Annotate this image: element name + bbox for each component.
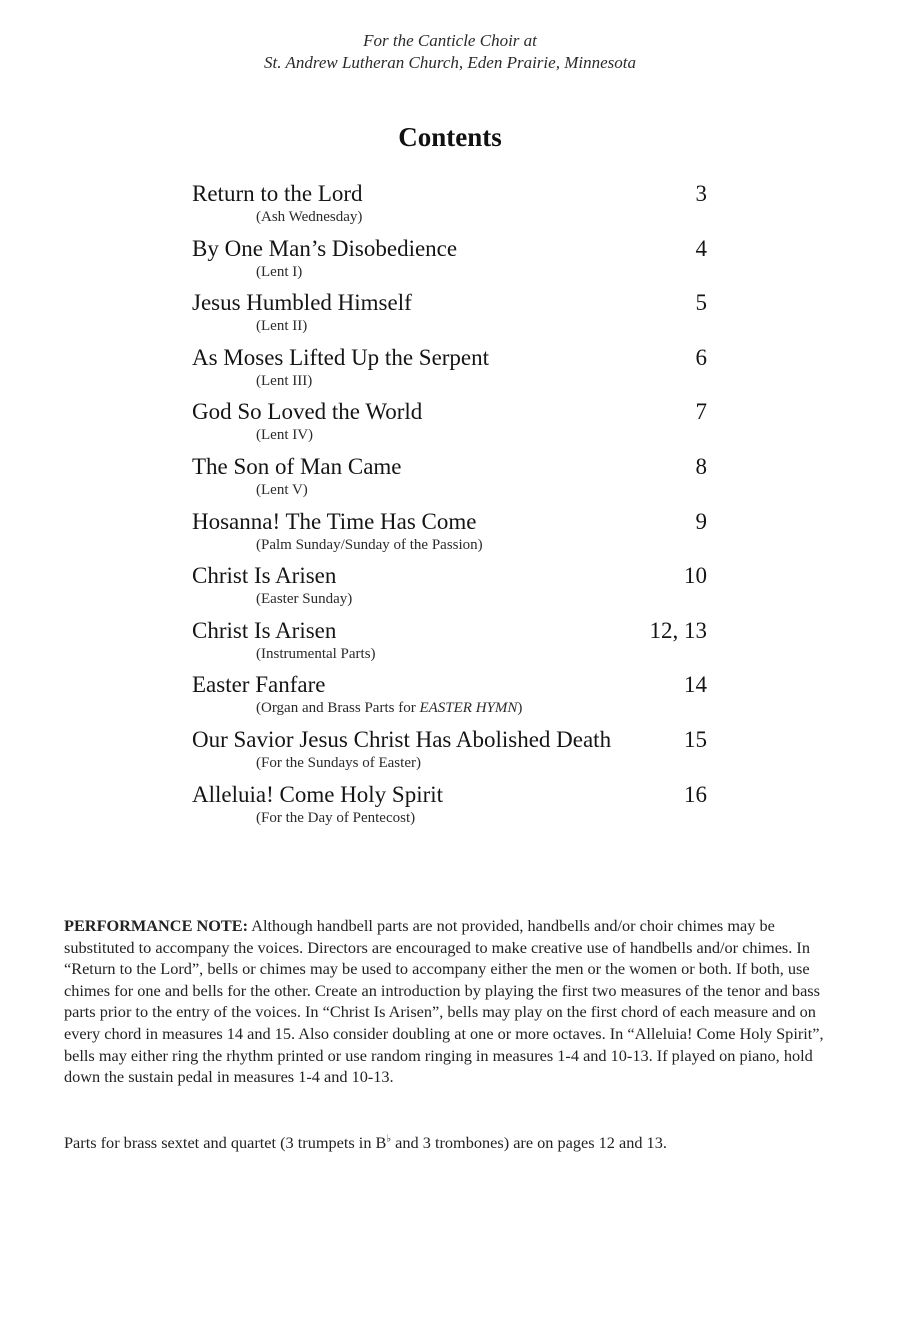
occasion-prefix: (Organ and Brass Parts for bbox=[256, 700, 420, 717]
toc-entry-return-to-the-lord[interactable] bbox=[192, 180, 707, 235]
toc-entry-the-son-of-man-came[interactable] bbox=[192, 453, 707, 508]
toc-entry-page[interactable]: 16 bbox=[684, 781, 707, 807]
toc-entry-page[interactable]: 8 bbox=[695, 453, 707, 479]
toc-entry-our-savior-jesus-christ[interactable] bbox=[192, 726, 707, 781]
occasion-hymn-name: EASTER HYMN bbox=[419, 700, 518, 717]
toc-entry-page[interactable]: 12, 13 bbox=[649, 617, 707, 643]
dedication-line-1: For the Canticle Choir at bbox=[363, 31, 537, 50]
toc-entry-title[interactable]: God So Loved the World bbox=[192, 399, 423, 425]
toc-entry-page[interactable]: 3 bbox=[695, 181, 707, 206]
brass-parts-text-start: Parts for brass sextet and quartet (3 trumpets in B bbox=[64, 1133, 387, 1152]
occasion-suffix: ) bbox=[517, 700, 523, 717]
toc-entry-occasion: (Palm Sunday/Sunday of the Passion) bbox=[256, 536, 483, 553]
toc-entry-occasion: (Instrumental Parts) bbox=[256, 645, 376, 662]
toc-entry-page[interactable]: 7 bbox=[695, 399, 707, 425]
toc-entry-title[interactable]: Easter Fanfare bbox=[192, 672, 326, 698]
toc-entry-title[interactable]: Christ Is Arisen bbox=[192, 563, 337, 589]
toc-entry-occasion: (Lent V) bbox=[256, 481, 308, 498]
toc-entry-title[interactable]: Return to the Lord bbox=[192, 181, 363, 206]
toc-entry-title[interactable]: Alleluia! Come Holy Spirit bbox=[192, 781, 444, 807]
toc-entry-page[interactable]: 5 bbox=[695, 290, 707, 316]
toc-entry-title[interactable]: By One Man’s Disobedience bbox=[192, 235, 458, 261]
toc-entry-title[interactable]: Jesus Humbled Himself bbox=[192, 290, 412, 316]
dedication bbox=[0, 30, 900, 74]
toc-entry-as-moses-lifted-up-the-serpent[interactable] bbox=[192, 344, 707, 399]
toc-entry-page[interactable]: 10 bbox=[684, 563, 707, 589]
toc-entry-occasion: (Ash Wednesday) bbox=[256, 209, 363, 225]
toc-entry-occasion: (Lent IV) bbox=[256, 427, 314, 444]
toc-entry-by-one-mans-disobedience[interactable] bbox=[192, 235, 707, 290]
toc-entry-title[interactable]: Hosanna! The Time Has Come bbox=[192, 508, 477, 534]
toc-entry-occasion: (For the Day of Pentecost) bbox=[256, 809, 416, 826]
brass-parts-text-end: and 3 trombones) are on pages 12 and 13. bbox=[391, 1133, 667, 1152]
toc-entry-christ-is-arisen-instrumental[interactable] bbox=[192, 617, 707, 672]
toc-entry-page[interactable]: 14 bbox=[684, 672, 707, 698]
table-of-contents bbox=[192, 180, 707, 835]
page-title: Contents bbox=[398, 122, 502, 152]
toc-entry-god-so-loved-the-world[interactable] bbox=[192, 398, 707, 453]
toc-entry-occasion: (Lent I) bbox=[256, 263, 303, 280]
toc-entry-occasion: (Lent II) bbox=[256, 318, 308, 335]
performance-note-text: Although handbell parts are not provided, handbells and/or choir chimes may be substituted to accompany the voices. Directors are encouraged to make creative use of handbells and/or chimes. In “Return to the Lord”, bells or chimes may be used to accompany either the men or the women or both. If both, use chimes for one and bells for the other. Create an introduction by playing the first two measures of the tenor and bass parts prior to the entry of the voices. In “Christ Is Arisen”, bells may play on the first chord of each measure and on every chord in measures 14 and 15. Also consider doubling at one or more octaves. In “Alleluia! Come Holy Spirit”, bells may either ring the rhythm printed or use random ringing in measures 1-4 and 10-13. If played on piano, hold down the sustain pedal in measures 1-4 and 10-13. bbox=[64, 916, 824, 1087]
toc-entry-page[interactable]: 15 bbox=[684, 726, 707, 752]
toc-entry-occasion: (Lent III) bbox=[256, 372, 313, 389]
performance-note bbox=[64, 915, 829, 1088]
toc-entry-page[interactable]: 6 bbox=[695, 344, 707, 370]
toc-entry-title[interactable]: Our Savior Jesus Christ Has Abolished Death bbox=[192, 726, 612, 752]
toc-entry-occasion bbox=[256, 699, 522, 717]
performance-note-label: PERFORMANCE NOTE: bbox=[64, 916, 249, 935]
dedication-line-2: St. Andrew Lutheran Church, Eden Prairie, Minnesota bbox=[264, 53, 636, 72]
toc-entry-title[interactable]: The Son of Man Came bbox=[192, 453, 402, 479]
toc-entry-occasion: (Easter Sunday) bbox=[256, 591, 353, 608]
toc-entry-christ-is-arisen[interactable] bbox=[192, 562, 707, 617]
toc-entry-hosanna-the-time-has-come[interactable] bbox=[192, 508, 707, 563]
toc-entry-page[interactable]: 4 bbox=[695, 235, 707, 261]
toc-entry-title[interactable]: Christ Is Arisen bbox=[192, 617, 337, 643]
toc-entry-title[interactable]: As Moses Lifted Up the Serpent bbox=[192, 344, 490, 370]
toc-entry-page[interactable]: 9 bbox=[695, 508, 707, 534]
toc-entry-easter-fanfare[interactable] bbox=[192, 671, 707, 726]
toc-entry-occasion: (For the Sundays of Easter) bbox=[256, 754, 421, 771]
flat-symbol: ♭ bbox=[386, 1133, 392, 1145]
brass-parts-note bbox=[64, 1132, 844, 1154]
toc-entry-jesus-humbled-himself[interactable] bbox=[192, 289, 707, 344]
toc-entry-alleluia-come-holy-spirit[interactable] bbox=[192, 781, 707, 836]
